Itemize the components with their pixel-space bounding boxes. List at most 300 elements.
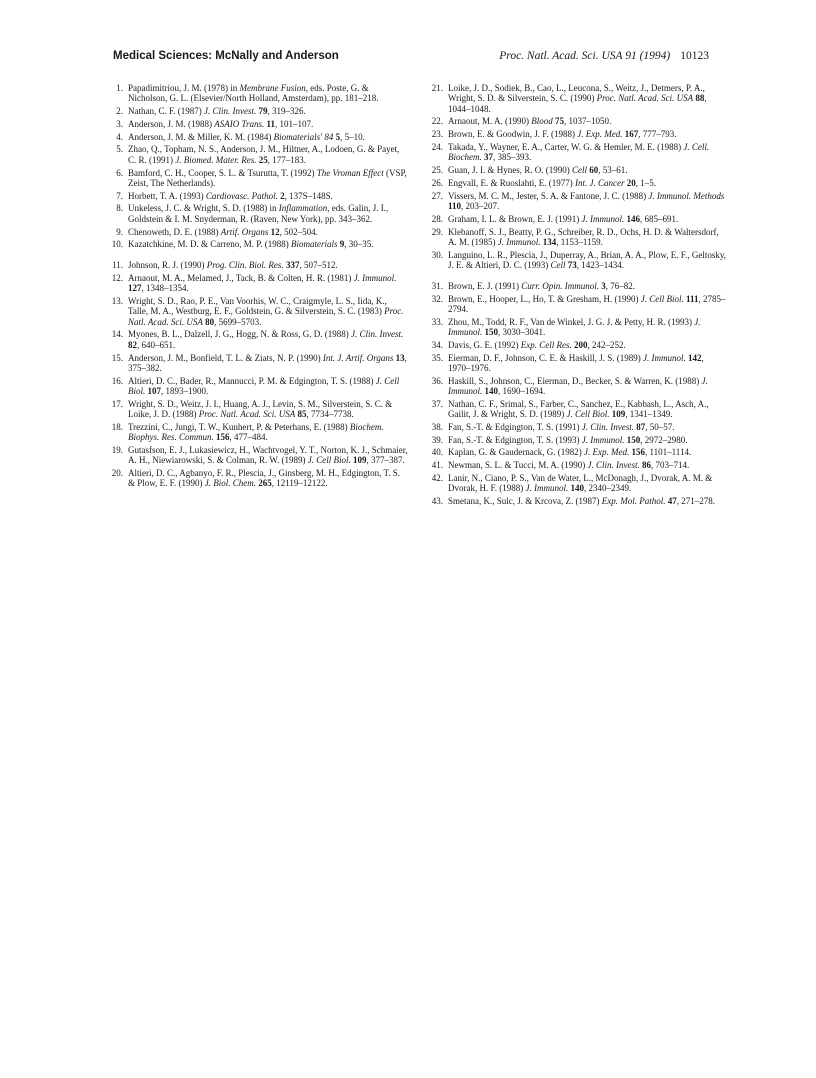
- reference-source: J. Biol. Chem.: [204, 478, 256, 489]
- reference-source: J. Clin. Invest.: [587, 460, 640, 471]
- reference-source: J. Cell Biol.: [128, 375, 400, 396]
- reference-source: Prog. Clin. Biol. Res.: [206, 260, 284, 271]
- reference-authors: Papadimitriou, J. M. (1978) in: [128, 83, 240, 93]
- reference-pages: , 1037–1050.: [564, 116, 612, 127]
- reference-item: [108, 376, 408, 397]
- reference-text: [448, 340, 728, 350]
- reference-text: [128, 296, 408, 327]
- reference-authors: Brown, E. & Goodwin, J. F. (1988): [448, 129, 578, 140]
- reference-text: [128, 329, 408, 350]
- reference-source: Cell: [572, 165, 587, 176]
- reference-number: 18.: [111, 421, 123, 432]
- reference-number: 32.: [431, 293, 443, 304]
- reference-source: Artif. Organs: [220, 226, 269, 237]
- reference-text: [128, 83, 408, 104]
- reference-authors: Newman, S. L. & Tucci, M. A. (1990): [448, 460, 588, 471]
- reference-text: [448, 399, 728, 420]
- reference-number: 36.: [431, 375, 443, 386]
- reference-volume: 73: [565, 259, 577, 270]
- reference-source: J. Clin. Invest.: [204, 106, 257, 117]
- reference-pages: , 12119–12122.: [271, 478, 328, 489]
- reference-number: 1.: [116, 83, 123, 93]
- reference-source: Proc. Natl. Acad. Sci. USA: [198, 409, 296, 420]
- reference-pages: , 502–504.: [279, 226, 318, 237]
- reference-pages: , 2972–2980.: [640, 434, 688, 445]
- reference-volume: 2: [277, 190, 285, 201]
- page-number: 10123: [680, 50, 709, 62]
- reference-pages: , 2340–2349.: [584, 483, 632, 494]
- reference-pages: , 50–57.: [645, 421, 675, 432]
- reference-item: [108, 260, 408, 270]
- reference-authors: Fan, S.-T. & Edgington, T. S. (1991): [448, 421, 582, 432]
- reference-number: 28.: [431, 213, 443, 224]
- reference-pages: , 2785–2794.: [448, 293, 726, 314]
- reference-pages: , 1341–1349.: [625, 409, 673, 420]
- reference-pages: , 777–793.: [638, 129, 677, 140]
- reference-authors: Brown, E., Hooper, L., Ho, T. & Gresham, H. (1990): [448, 293, 641, 304]
- reference-authors: Kaplan, G. & Gaudernack, G. (1982): [448, 447, 584, 458]
- reference-item: [428, 165, 728, 175]
- reference-number: 5.: [116, 144, 123, 155]
- reference-volume: 11: [264, 118, 276, 129]
- reference-item: [428, 129, 728, 139]
- reference-volume: 127: [128, 283, 142, 294]
- reference-volume: 9: [337, 239, 345, 250]
- reference-authors: Kazatchkine, M. D. & Carreno, M. P. (1988): [128, 239, 291, 250]
- reference-authors: Brown, E. J. (1991): [448, 280, 522, 291]
- reference-item: [428, 496, 728, 506]
- reference-number: 33.: [431, 316, 443, 327]
- reference-volume: 111: [683, 293, 699, 304]
- reference-text: [448, 435, 728, 445]
- reference-authors: Anderson, J. M., Bonfield, T. L. & Ziats, N. P. (1990): [128, 352, 323, 363]
- reference-pages: , 507–512.: [299, 260, 338, 271]
- reference-number: 25.: [431, 165, 443, 176]
- header-journal-info: [499, 50, 709, 62]
- reference-authors: Anderson, J. M. (1988): [128, 118, 215, 129]
- reference-text: [128, 399, 408, 420]
- reference-authors: Guan, J. I. & Hynes, R. O. (1990): [448, 165, 572, 176]
- references-column-right: [428, 83, 728, 509]
- reference-text: [448, 281, 728, 291]
- reference-number: 39.: [431, 434, 443, 445]
- reference-authors: Takada, Y., Wayner, E. A., Carter, W. G. & Hemler, M. E. (1988): [448, 141, 684, 152]
- reference-source: ASAIO Trans.: [214, 118, 265, 129]
- reference-authors: Myones, B. L., Dalzell, J. G., Hogg, N. & Ross, G. D. (1988): [128, 329, 351, 340]
- reference-number: 16.: [111, 375, 123, 386]
- reference-volume: 12: [268, 226, 280, 237]
- reference-source: J. Cell. Biochem.: [448, 141, 710, 163]
- reference-number: 23.: [431, 129, 443, 140]
- reference-text: [128, 227, 408, 237]
- reference-authors: Chenoweth, D. E. (1988): [128, 226, 221, 237]
- reference-item: [428, 116, 728, 126]
- reference-volume: 140: [568, 483, 585, 494]
- reference-pages: , 703–714.: [651, 460, 690, 471]
- reference-authors: Nathan, C. F., Srimal, S., Farber, C., Sanchez, E., Kabbash, L., Asch, A., Gailit, J. & Wright, S. D. (1989): [448, 398, 709, 420]
- reference-number: 17.: [111, 398, 123, 409]
- reference-pages: , 53–61.: [598, 165, 628, 176]
- reference-volume: 20: [624, 177, 636, 188]
- reference-text: [448, 294, 728, 315]
- reference-number: 43.: [431, 496, 443, 507]
- reference-pages: , 319–326.: [267, 106, 306, 117]
- reference-item: [428, 399, 728, 420]
- reference-authors: Graham, I. L. & Brown, E. J. (1991): [448, 213, 582, 224]
- reference-number: 40.: [431, 447, 443, 458]
- reference-authors: Johnson, R. J. (1990): [128, 260, 207, 271]
- reference-item: [428, 435, 728, 445]
- reference-source: Biomaterials' 84: [273, 131, 334, 142]
- reference-volume: 142: [685, 352, 702, 363]
- reference-item: [108, 353, 408, 374]
- reference-pages: , 685–691.: [639, 213, 679, 224]
- reference-text: [448, 460, 728, 470]
- reference-source: Int. J. Cancer: [574, 177, 625, 188]
- reference-authors: Nathan, C. F. (1987): [128, 106, 205, 117]
- reference-authors: Altieri, D. C., Bader, R., Mannucci, P. M. & Edgington, T. S. (1988): [128, 375, 376, 386]
- reference-number: 6.: [116, 167, 123, 178]
- reference-pages: , eds. Galin, J. I., Goldstein & I. M. Snyderman, R. (Raven, New York), pp. 343–362.: [128, 203, 389, 224]
- reference-text: [128, 260, 408, 270]
- reference-authors: Zhou, M., Todd, R. F., Van de Winkel, J. G. J. & Petty, H. R. (1993): [448, 316, 695, 327]
- reference-source: Proc. Natl. Acad. Sci. USA: [128, 306, 404, 327]
- reference-item: [108, 422, 408, 443]
- reference-authors: Bamford, C. H., Cooper, S. L. & Tsurutta, T. (1992): [128, 167, 317, 178]
- reference-item: [428, 214, 728, 224]
- reference-pages: , 1423–1434.: [576, 259, 624, 270]
- references-column-left: [108, 83, 408, 491]
- reference-volume: 109: [609, 409, 626, 420]
- reference-source: J. Immunol.: [353, 272, 397, 283]
- reference-volume: 82: [128, 339, 137, 350]
- reference-number: 7.: [116, 190, 123, 201]
- reference-authors: Klebanoff, S. J., Beatty, P. G., Schreiber, R. D., Ochs, H. D. & Waltersdorf, A. M. (1985): [448, 226, 719, 247]
- reference-item: [108, 227, 408, 237]
- reference-source: Exp. Mol. Pathol.: [601, 496, 666, 507]
- reference-volume: 37: [481, 152, 493, 163]
- reference-text: [448, 317, 728, 338]
- reference-number: 20.: [111, 468, 123, 478]
- reference-text: [448, 191, 728, 212]
- reference-volume: 86: [639, 460, 651, 471]
- reference-item: [428, 422, 728, 432]
- reference-source: The Vroman Effect: [316, 167, 384, 178]
- reference-source: Curr. Opin. Immunol.: [521, 280, 600, 291]
- reference-item: [428, 353, 728, 374]
- reference-authors: Trezzini, C., Jungi, T. W., Kunhert, P. & Peterhans, E. (1988): [128, 421, 350, 432]
- reference-item: [108, 445, 408, 466]
- reference-authors: Zhao, Q., Topham, N. S., Anderson, J. M., Hiltner, A., Lodoen, G. & Payet, C. R. (1991): [128, 144, 400, 165]
- reference-number: 38.: [431, 421, 443, 432]
- reference-pages: , 1690–1694.: [498, 385, 546, 396]
- running-header: [113, 50, 709, 68]
- reference-pages: , 271–278.: [676, 496, 715, 507]
- reference-item: [108, 239, 408, 249]
- reference-source: Exp. Cell Res.: [520, 339, 572, 350]
- reference-number: 30.: [431, 249, 443, 260]
- reference-item: [108, 329, 408, 350]
- reference-volume: 13: [393, 352, 405, 363]
- reference-volume: 80: [202, 316, 215, 327]
- reference-source: J. Immunol. Methods: [648, 190, 725, 201]
- reference-pages: , 385–393.: [493, 152, 532, 163]
- reference-number: 34.: [431, 339, 443, 350]
- reference-pages: , 1970–1976.: [448, 352, 704, 373]
- reference-pages: , 7734–7738.: [306, 409, 354, 420]
- reference-source: J. Immunol.: [525, 483, 569, 494]
- reference-volume: 265: [255, 478, 272, 489]
- reference-pages: , 1348–1354.: [141, 283, 189, 294]
- reference-item: [108, 132, 408, 142]
- reference-text: [448, 116, 728, 126]
- reference-pages: , 203–207.: [461, 200, 500, 211]
- reference-number: 31.: [431, 280, 443, 291]
- reference-authors: Arnaout, M. A. (1990): [448, 116, 532, 127]
- reference-pages: (VSP, Zeist, The Netherlands).: [128, 167, 407, 188]
- reference-authors: Loike, J. D., Sodiek, B., Cao, L., Leucona, S., Weitz, J., Detmers, P. A., Wright, S. D. & Silverstein, S. C. (1990): [448, 83, 705, 104]
- reference-volume: 150: [482, 326, 498, 337]
- header-journal: Proc. Natl. Acad. Sci. USA 91 (1994): [499, 50, 671, 62]
- reference-pages: , eds. Poste, G. & Nicholson, G. L. (Elsevier/North Holland, Amsterdam), pp. 181–218.: [128, 83, 379, 104]
- reference-number: 42.: [431, 473, 443, 483]
- reference-pages: , 101–107.: [275, 118, 314, 129]
- reference-item: [428, 317, 728, 338]
- reference-source: Int. J. Artif. Organs: [322, 352, 394, 363]
- reference-pages: , 3030–3041.: [498, 326, 546, 337]
- reference-text: [128, 168, 408, 189]
- reference-authors: Languino, L. R., Plescia, J., Duperray, A., Brian, A. A., Plow, E. F., Geltosky, J. E. & Altieri, D. C. (1993): [448, 249, 727, 270]
- reference-authors: Smetana, K., Sulc, J. & Krcova, Z. (1987): [448, 496, 602, 507]
- reference-item: [428, 227, 728, 248]
- reference-item: [428, 473, 728, 494]
- reference-source: J. Cell Biol.: [640, 293, 684, 304]
- reference-item: [108, 273, 408, 294]
- reference-item: [428, 340, 728, 350]
- reference-text: [448, 496, 728, 506]
- reference-text: [448, 129, 728, 139]
- reference-text: [448, 178, 728, 188]
- reference-number: 24.: [431, 141, 443, 152]
- reference-text: [128, 132, 408, 142]
- reference-pages: , 1893–1900.: [161, 385, 209, 396]
- reference-volume: 5: [333, 131, 341, 142]
- reference-number: 2.: [116, 106, 123, 117]
- reference-source: J. Biomed. Mater. Res.: [175, 154, 257, 165]
- reference-volume: 200: [571, 339, 588, 350]
- reference-source: Biomaterials: [290, 239, 338, 250]
- reference-volume: 156: [213, 432, 230, 443]
- reference-authors: Unkeless, J. C. & Wright, S. D. (1988) in: [128, 203, 279, 214]
- reference-pages: , 1101–1114.: [644, 447, 692, 458]
- reference-text: [128, 106, 408, 116]
- reference-pages: , 1–5.: [635, 177, 656, 188]
- reference-item: [108, 468, 408, 489]
- reference-source: J. Immunol.: [643, 352, 686, 363]
- reference-volume: 109: [350, 455, 367, 466]
- reference-volume: 60: [587, 165, 599, 176]
- reference-authors: Horbett, T. A. (1993): [128, 190, 206, 201]
- reference-number: 4.: [116, 131, 123, 142]
- reference-authors: Fan, S.-T. & Edgington, T. S. (1993): [448, 434, 582, 445]
- reference-pages: , 640–651.: [137, 339, 176, 350]
- reference-volume: 25: [256, 154, 268, 165]
- group-spacer: [108, 252, 408, 260]
- reference-pages: , 5699–5703.: [214, 316, 262, 327]
- reference-item: [428, 376, 728, 397]
- reference-source: Membrane Fusion: [239, 83, 306, 93]
- reference-authors: Altieri, D. C., Agbanyo, F. R., Plescia, J., Ginsberg, M. H., Edgington, T. S. & Plow, E. F. (1990): [128, 468, 401, 489]
- reference-item: [428, 294, 728, 315]
- reference-number: 10.: [111, 239, 123, 250]
- reference-volume: 150: [624, 434, 641, 445]
- reference-number: 13.: [111, 296, 123, 307]
- reference-text: [448, 250, 728, 271]
- reference-item: [428, 460, 728, 470]
- reference-text: [448, 422, 728, 432]
- reference-pages: , 375–382.: [128, 352, 407, 373]
- reference-item: [108, 296, 408, 327]
- reference-item: [108, 83, 408, 104]
- reference-text: [448, 165, 728, 175]
- reference-source: J. Cell Biol.: [566, 409, 610, 420]
- reference-authors: Engvall, E. & Ruoslahti, E. (1977): [448, 177, 575, 188]
- reference-volume: 88: [693, 93, 705, 104]
- reference-source: Cardiovasc. Pathol.: [205, 190, 278, 201]
- reference-pages: , 242–252.: [587, 339, 626, 350]
- header-section-authors: Medical Sciences: McNally and Anderson: [113, 50, 339, 62]
- reference-pages: , 5–10.: [340, 131, 365, 142]
- reference-pages: , 30–35.: [344, 239, 374, 250]
- reference-number: 9.: [116, 226, 123, 237]
- reference-source: Cell: [550, 259, 566, 270]
- reference-number: 26.: [431, 177, 443, 188]
- reference-text: [128, 468, 408, 489]
- reference-text: [448, 214, 728, 224]
- reference-pages: , 1153–1159.: [556, 236, 603, 247]
- reference-number: 11.: [112, 260, 123, 271]
- reference-item: [108, 191, 408, 201]
- reference-item: [428, 142, 728, 163]
- reference-text: [448, 376, 728, 397]
- reference-source: J. Immunol.: [497, 236, 541, 247]
- reference-text: [128, 239, 408, 249]
- reference-text: [448, 142, 728, 163]
- reference-item: [428, 178, 728, 188]
- reference-item: [108, 399, 408, 420]
- reference-item: [108, 144, 408, 165]
- reference-text: [448, 473, 728, 494]
- reference-text: [448, 227, 728, 248]
- reference-item: [108, 106, 408, 116]
- reference-text: [128, 273, 408, 294]
- reference-authors: Vissers, M. C. M., Jester, S. A. & Fantone, J. C. (1988): [448, 190, 649, 201]
- reference-source: J. Cell Biol.: [307, 455, 351, 466]
- reference-authors: Anderson, J. M. & Miller, K. M. (1984): [128, 131, 274, 142]
- reference-text: [128, 422, 408, 443]
- reference-authors: Arnaout, M. A., Melamed, J., Tack, B. & Colten, H. R. (1981): [128, 272, 354, 283]
- group-spacer: [428, 273, 728, 281]
- reference-source: Proc. Natl. Acad. Sci. USA: [596, 93, 694, 104]
- reference-item: [428, 191, 728, 212]
- reference-number: 37.: [431, 398, 443, 409]
- reference-authors: Gutasfson, E. J., Lukasiewicz, H., Wachtvogel, Y. T., Norton, K. J., Schmaier, A. H., Niewiarowski, S. & Colman, R. W. (1989): [128, 444, 408, 466]
- reference-text: [128, 353, 408, 374]
- reference-authors: Eierman, D. F., Johnson, C. E. & Haskill, J. S. (1989): [448, 352, 644, 363]
- reference-number: 21.: [431, 83, 443, 93]
- reference-volume: 110: [448, 200, 462, 211]
- reference-number: 14.: [111, 329, 123, 340]
- reference-number: 12.: [111, 272, 123, 283]
- reference-pages: , 1044–1048.: [448, 93, 707, 114]
- reference-authors: Wright, S. D., Rao, P. E., Van Voorhis, W. C., Craigmyle, L. S., Iida, K., Talle, M. A., Westburg, E. F., Goldstein, G. & Silverstein, S. C. (1983): [128, 296, 387, 317]
- reference-source: J. Immunol.: [581, 213, 625, 224]
- reference-volume: 146: [624, 213, 640, 224]
- reference-pages: , 177–183.: [267, 154, 306, 165]
- reference-item: [108, 203, 408, 224]
- reference-volume: 134: [540, 236, 557, 247]
- reference-number: 15.: [111, 352, 123, 363]
- reference-volume: 167: [622, 129, 639, 140]
- reference-item: [108, 119, 408, 129]
- reference-number: 27.: [431, 190, 443, 201]
- reference-text: [128, 191, 408, 201]
- reference-volume: 85: [295, 409, 307, 420]
- reference-volume: 87: [634, 421, 646, 432]
- reference-item: [428, 447, 728, 457]
- reference-pages: , 137S–148S.: [284, 190, 333, 201]
- reference-source: Inflammation: [278, 203, 328, 214]
- reference-source: J. Immunol.: [448, 316, 701, 337]
- reference-source: J. Clin. Invest.: [351, 329, 404, 340]
- reference-source: J. Immunol.: [581, 434, 625, 445]
- reference-text: [128, 203, 408, 224]
- reference-text: [448, 83, 728, 114]
- reference-number: 41.: [431, 460, 443, 471]
- reference-authors: Wright, S. D., Weitz, J. I., Huang, A. J., Levin, S. M., Silverstein, S. C. & Loike, J. D. (1988): [128, 398, 393, 420]
- reference-item: [428, 83, 728, 114]
- reference-number: 3.: [116, 118, 123, 129]
- reference-source: J. Clin. Invest.: [581, 421, 634, 432]
- reference-item: [428, 281, 728, 291]
- reference-authors: Davis, G. E. (1992): [448, 339, 521, 350]
- reference-source: Biochem. Biophys. Res. Commun.: [128, 421, 384, 443]
- reference-source: J. Exp. Med.: [583, 447, 630, 458]
- reference-number: 29.: [431, 226, 443, 237]
- reference-item: [428, 250, 728, 271]
- reference-volume: 337: [283, 260, 300, 271]
- reference-pages: , 377–387.: [366, 455, 405, 466]
- reference-source: J. Exp. Med.: [577, 129, 623, 140]
- reference-text: [448, 353, 728, 374]
- reference-number: 19.: [111, 444, 123, 455]
- reference-source: Blood: [531, 116, 553, 127]
- reference-volume: 140: [482, 385, 498, 396]
- reference-pages: , 76–82.: [605, 280, 636, 291]
- reference-pages: , 477–484.: [229, 432, 268, 443]
- reference-volume: 75: [552, 116, 564, 127]
- reference-item: [108, 168, 408, 189]
- reference-volume: 79: [256, 106, 268, 117]
- reference-text: [128, 445, 408, 466]
- reference-authors: Haskill, S., Johnson, C., Eierman, D., Becker, S. & Warren, K. (1988): [448, 375, 702, 386]
- reference-source: J. Immunol.: [448, 375, 708, 396]
- reference-volume: 156: [629, 447, 645, 458]
- reference-volume: 3: [599, 280, 606, 291]
- reference-number: 35.: [431, 352, 443, 363]
- reference-text: [128, 119, 408, 129]
- reference-number: 8.: [116, 203, 123, 214]
